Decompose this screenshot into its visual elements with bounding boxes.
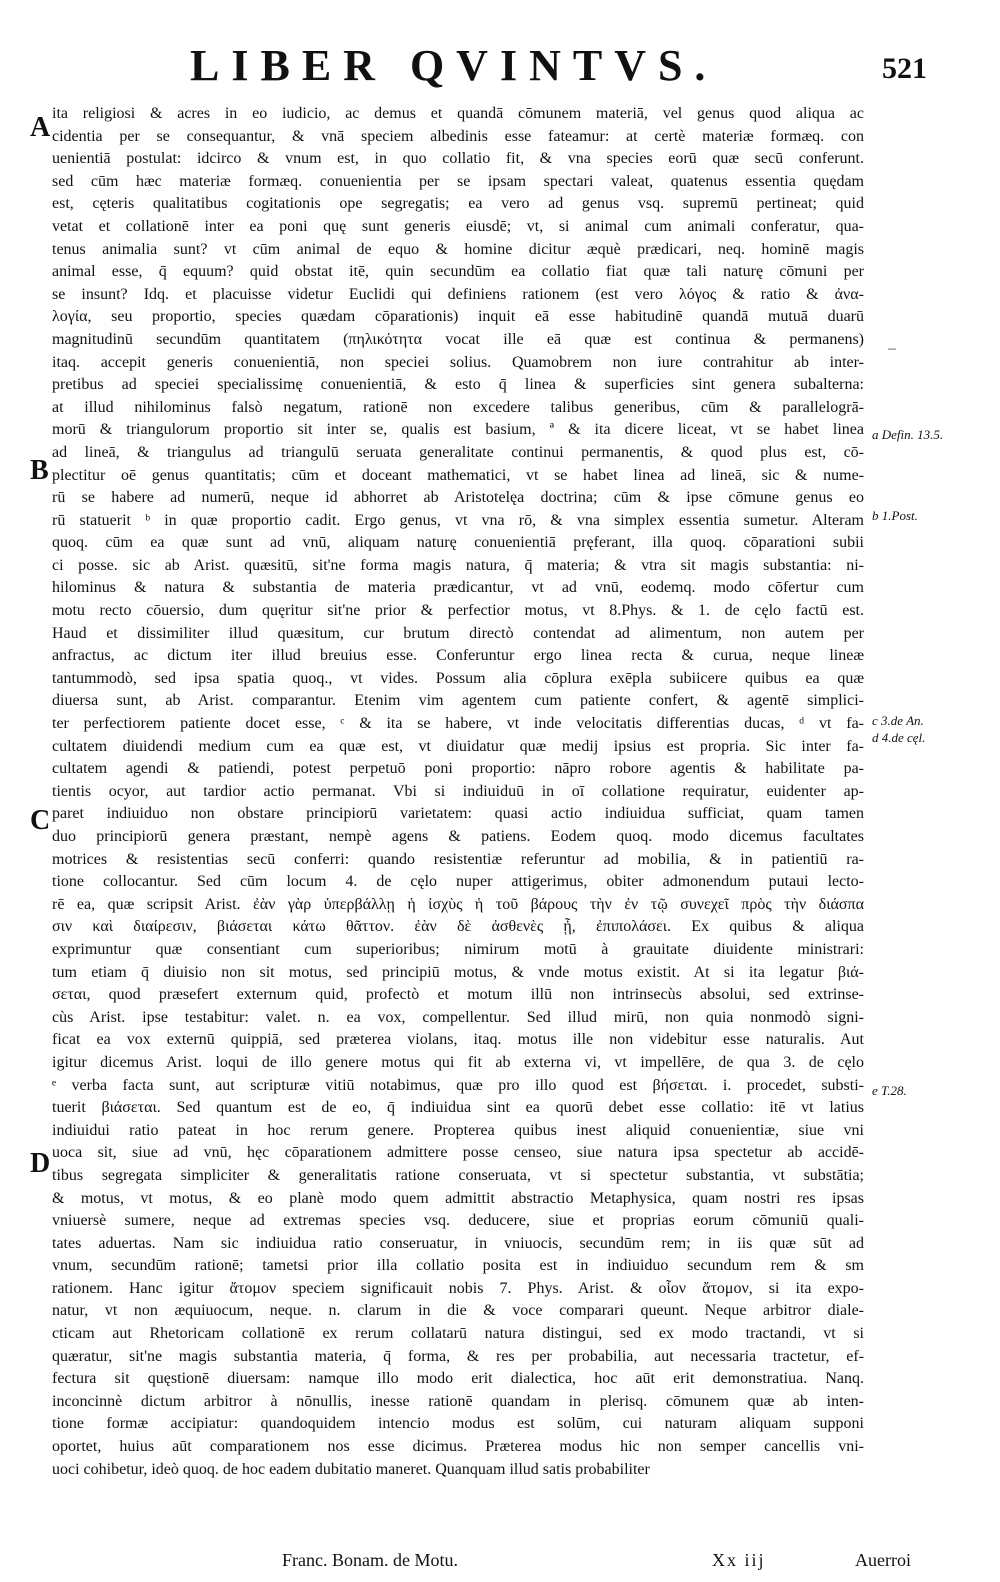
- text-line: tibus segregata simpliciter & generalitatis ratione conseruata, vt si spectetur substantia, vt substātia;: [52, 1166, 864, 1184]
- text-line: motrices & resistentias secū conferri: quando resistentiæ referuntur ad mobilia, & in patientiū ra-: [52, 850, 864, 868]
- text-line: at illud nihilominus falsò negatum, rationē non excedere talibus generibus, cūm & parallelogrā-: [52, 398, 864, 416]
- text-line: paret indiuiduo non obstare principiorū varietatem: quasi actio indiuidua sufficiat, quam tamen: [52, 805, 864, 823]
- text-line: uenientiā postulat: idcirco & vnum est, in quo collatio fit, & vna species eorū quæ secū conferunt.: [52, 150, 864, 168]
- text-line: ficat ea vox externū quippiā, sed præterea violans, itaq. motus ille non videbitur esse naturalis. Aut: [52, 1031, 864, 1049]
- note-text: 1.Post.: [881, 508, 918, 523]
- section-letter-b: B: [30, 455, 49, 486]
- text-line: uoca sit, siue ad vnū, hęc cōparationem admittere posse censeo, siue natura ipsa spectetur ab accidē-: [52, 1144, 864, 1162]
- text-line: rē ea, quæ scripsit Arist. ἐὰν γὰρ ὑπερβάλλῃ ἡ ἰσχὺς ἡ τοῦ βάρους τὴν ἐν τῷ συνεχεῖ πρὸς τὴν διάσπα: [52, 895, 864, 913]
- text-line: σιν καὶ διαίρεσιν, βιάσεται κάτω θᾶττον. ἐὰν δὲ ἀσθενὲς ᾖ, ἐπιπολάσει. Ex quibus & aliqua: [52, 918, 864, 936]
- footer-author-title: Franc. Bonam. de Motu.: [282, 1550, 458, 1570]
- section-letter-a: A: [30, 112, 51, 143]
- text-line: cùs Arist. ipse testabitur: valet. n. ea vox, compellentur. Sed illud mirū, non quia nonmodò signi-: [52, 1008, 864, 1026]
- text-line: tum etiam q̄ diuisio non sit motus, sed principiū motus, & vnde motus existit. At si ita legatur βιά-: [52, 963, 864, 981]
- text-line: hilominus & natura & substantia de materia prædicantur, vt ad vnū, eodemq. modo cōfertur cum: [52, 579, 864, 597]
- text-line: animal esse, q̄ equum? quid obstat itē, quin secundūm ea collatio fiat quæ tali naturę cōmuni per: [52, 263, 864, 281]
- text-line: tione formæ accipiatur: quandoquidem intencio modus est solūm, cui naturam aliquam supponi: [52, 1415, 864, 1433]
- text-line: cidentia per se consequantur, & vnā speciem albedinis esse fateamur: at certè materiæ formæq. con: [52, 127, 864, 145]
- text-line: ᵉ verba facta sunt, aut scripturæ vitiū notabimus, quæ pro illo quod est βήσεται. i. procedet, substi-: [52, 1076, 864, 1094]
- page-number: 521: [882, 52, 927, 85]
- text-line: inconcinnè dictum arbitror à nōnullis, inesse rationē quandam in plerisq. cōmunem quæ ab inten-: [52, 1392, 864, 1410]
- text-line: Haud et dissimiliter illud quæsitum, cur brutum directò contendat ad alimentum, non autem per: [52, 624, 864, 642]
- text-line: ci posse. sic ab Arist. quæsitū, sit'ne forma magis natura, q̄ materia; & vtra sit magis substantia: ni-: [52, 556, 864, 574]
- marginal-note-a: [872, 427, 943, 443]
- note-mark: e: [872, 1083, 878, 1098]
- text-line: motu recto cōuersio, dum quęritur sit'ne prior & perfectior motus, vt 8.Phys. & 1. de cęlo factū est.: [52, 602, 864, 620]
- note-text: 3.de An.: [881, 713, 924, 728]
- text-line: itaq. accepit generis conuenientiā, non speciei solius. Quamobrem non iure contrahitur ab inter-: [52, 353, 864, 371]
- text-line: vetat et collationē inter ea poni quę sunt generis eiusdē; vt, si animal cum animali conferatur, qua-: [52, 217, 864, 235]
- text-line: rū statuerit ᵇ in quæ proportio cadit. Ergo genus, vt vna rō, & vna simplex essentia sumetur. Alteram: [52, 511, 864, 529]
- marginal-note-c: [872, 713, 924, 729]
- text-line: se insunt? Idq. et placuisse videtur Euclidi qui definiens rationem (est vero λόγος & ratio & ἀνα-: [52, 285, 864, 303]
- note-mark: a: [872, 427, 879, 442]
- marginal-note-d: [872, 730, 925, 746]
- text-line: diuersa sunt, ab Arist. comparantur. Etenim vim agentem cum patiente confert, & agentē simplici-: [52, 692, 864, 710]
- marginal-note-b: [872, 508, 918, 524]
- text-line: tantummodò, sed ipsa spatia quoq., vt vides. Possum alia cōplura exēpla subiicere quibus ea quæ: [52, 669, 864, 687]
- section-letter-c: C: [30, 805, 51, 836]
- text-line: natur, vt non æquiuocum, neque. n. clarum in die & voce comparari queunt. Neque arbitror diale-: [52, 1302, 864, 1320]
- text-line: tuerit βιάσεται. Sed quantum est de eo, q̄ indiuidua sint ea quorū debet esse collatio: itē vt latius: [52, 1099, 864, 1117]
- footer-catchword: Auerroi: [855, 1550, 911, 1570]
- text-line: rū se habere ad numerū, neque id abhorret ab Aristotelęa doctrina; cūm & ipse cōmune genus eo: [52, 489, 864, 507]
- note-text: T.28.: [881, 1083, 907, 1098]
- note-text: 4.de cęl.: [881, 730, 926, 745]
- text-line: ter perfectiorem patiente docet esse, ᶜ & ita se habere, vt inde velocitatis differentias ducas, ᵈ vt fa-: [52, 715, 864, 733]
- text-line: magnitudinū secundūm quantitatem (πηλικότητα vocat ille eā quæ est continua & permanens): [52, 330, 864, 348]
- text-line: morū & triangulorum proportio sit inter se, qualis est basium, ª & ita dicere liceat, vt se habet linea: [52, 421, 864, 439]
- text-line: pretibus ad speciei specialissimę conuenientiā, & esto q̄ linea & superficies sint genera subalterna:: [52, 376, 864, 394]
- running-title: LIBER QVINTVS.: [190, 41, 718, 90]
- text-line: duo principiorū genera præstant, nempè agens & patiens. Eodem quoq. modo dicemus facultates: [52, 828, 864, 845]
- note-mark: b: [872, 508, 879, 523]
- marginal-note-e: [872, 1083, 907, 1099]
- text-line: λογία, seu proportio, species quædam cōparationis) inquit eā esse habitudinē quandā mutuā duarū: [52, 308, 864, 326]
- text-line: tientis ocyor, aut tardior actio permanat. Vbi si indiuiduū in oī collatione requiratur, euidenter ap-: [52, 782, 864, 800]
- text-line: oportet, huius aūt comparationem nos esse dicimus. Præterea modus hic non semper cancellis vni-: [52, 1438, 864, 1456]
- text-line: uoci cohibetur, ideò quoq. de hoc eadem dubitatio maneret. Quanquam illud satis probabiliter: [52, 1460, 650, 1478]
- text-line: ad lineā, & triangulus ad triangulū seruata generalitate continui permanentis, & quod plus est, cō-: [52, 443, 864, 461]
- note-text: Defin. 13.5.: [881, 427, 944, 442]
- text-line: exprimuntur quæ consentiant cum superioribus; nimirum motū à grauitate diuidente ministrari:: [52, 940, 864, 958]
- text-line: cultatem agendi & patiendi, potest perpetuō poni proportio: nāpro robore agentis & habilitate pa-: [52, 760, 864, 778]
- note-mark: d: [872, 730, 879, 745]
- text-line: plectitur oē genus quantitatis; cūm et doceant mathematici, vt se habet linea ad lineā, sic & nume-: [52, 466, 864, 484]
- text-line: quæratur, sit'ne magis substantia materia, q̄ forma, & res per probabilia, aut necessaria tractetur, ef-: [52, 1347, 864, 1365]
- text-line: indiuidui ratio pateat in hoc rerum genere. Propterea quibus inest aliquid conuenientiæ, siue vni: [52, 1121, 864, 1139]
- text-line: tates aduertas. Nam sic indiuidua ratio conseruatur, in vniuocis, secundūm rem; in iis quæ sūt ad: [52, 1234, 864, 1252]
- text-line: est, cęteris qualitatibus cogitationis ope segregatis; ea vero ad genus vsq. supremū pertineat; quid: [52, 195, 864, 213]
- footer-signature-mark: Xx iij: [712, 1550, 766, 1570]
- text-line: vnum, secundūm rationē; tametsi prior illa collatio posita est in indiuiduo secundum rem & sm: [52, 1257, 864, 1275]
- text-line: tione collocantur. Sed cūm locum 4. de cęlo nuper attigerimus, obiter admonendum putaui lecto-: [52, 873, 864, 891]
- text-line: & motus, vt motus, & eo planè modo quem admittit abstractio Metaphysica, quam nostri res ipsas: [52, 1189, 864, 1207]
- text-line: sed cūm hæc materiæ formæq. conuenientia per se ipsam spectari valeat, quatenus essentia quędam: [52, 172, 864, 190]
- body-text: [52, 103, 864, 1481]
- stray-marginal-dash: –: [888, 340, 896, 357]
- note-mark: c: [872, 713, 878, 728]
- text-line: rationem. Hanc igitur ἄτομον speciem significauit nobis 7. Phys. Arist. & οἷον ἄτομον, si ita expo-: [52, 1279, 864, 1297]
- text-line: vniuersè sumere, neque ad extremas species vsq. deducere, siue et proprias eorum cōmuniū quali-: [52, 1212, 864, 1230]
- text-line: ita religiosi & acres in eo iudicio, ac demus et quandā cōmunem materiā, vel genus quod aliqua ac: [52, 105, 864, 122]
- text-line: σεται, quod præsefert externum quid, profectò et motum illū non intrinsecùs absolui, sed extrinse-: [52, 986, 864, 1004]
- text-line: tenus animalia sunt? vt cūm animal de equo & homine dicitur æquè prædicari, neq. hominē magis: [52, 240, 864, 258]
- text-line: fectura sit quęstionē diuersam: namque illo modo erit dialectica, hoc aūt erit demonstratiua. Nanq.: [52, 1370, 864, 1388]
- text-line: igitur dicemus Arist. loqui de illo genere motus qui fit ab externa vi, vt impellēre, de qua 3. de cęlo: [52, 1053, 864, 1071]
- text-line: anfractus, ac dictum iter illud breuius esse. Conferuntur ergo linea recta & curua, neque lineæ: [52, 647, 864, 665]
- text-line: cticam aut Rhetoricam collationē ex rerum collatarū natura distingui, sed ex modo tractandi, vt si: [52, 1325, 864, 1343]
- text-line: cultatem diuidendi medium cum ea quæ est, vt diuidatur quæ medij ipsius est propria. Sic inter fa-: [52, 737, 864, 755]
- section-letter-d: D: [30, 1148, 51, 1179]
- text-line: quoq. cūm ea quæ sunt ad vnū, aliquam naturę conuenientiā pręferant, illa quoq. cōparationi subii: [52, 534, 864, 552]
